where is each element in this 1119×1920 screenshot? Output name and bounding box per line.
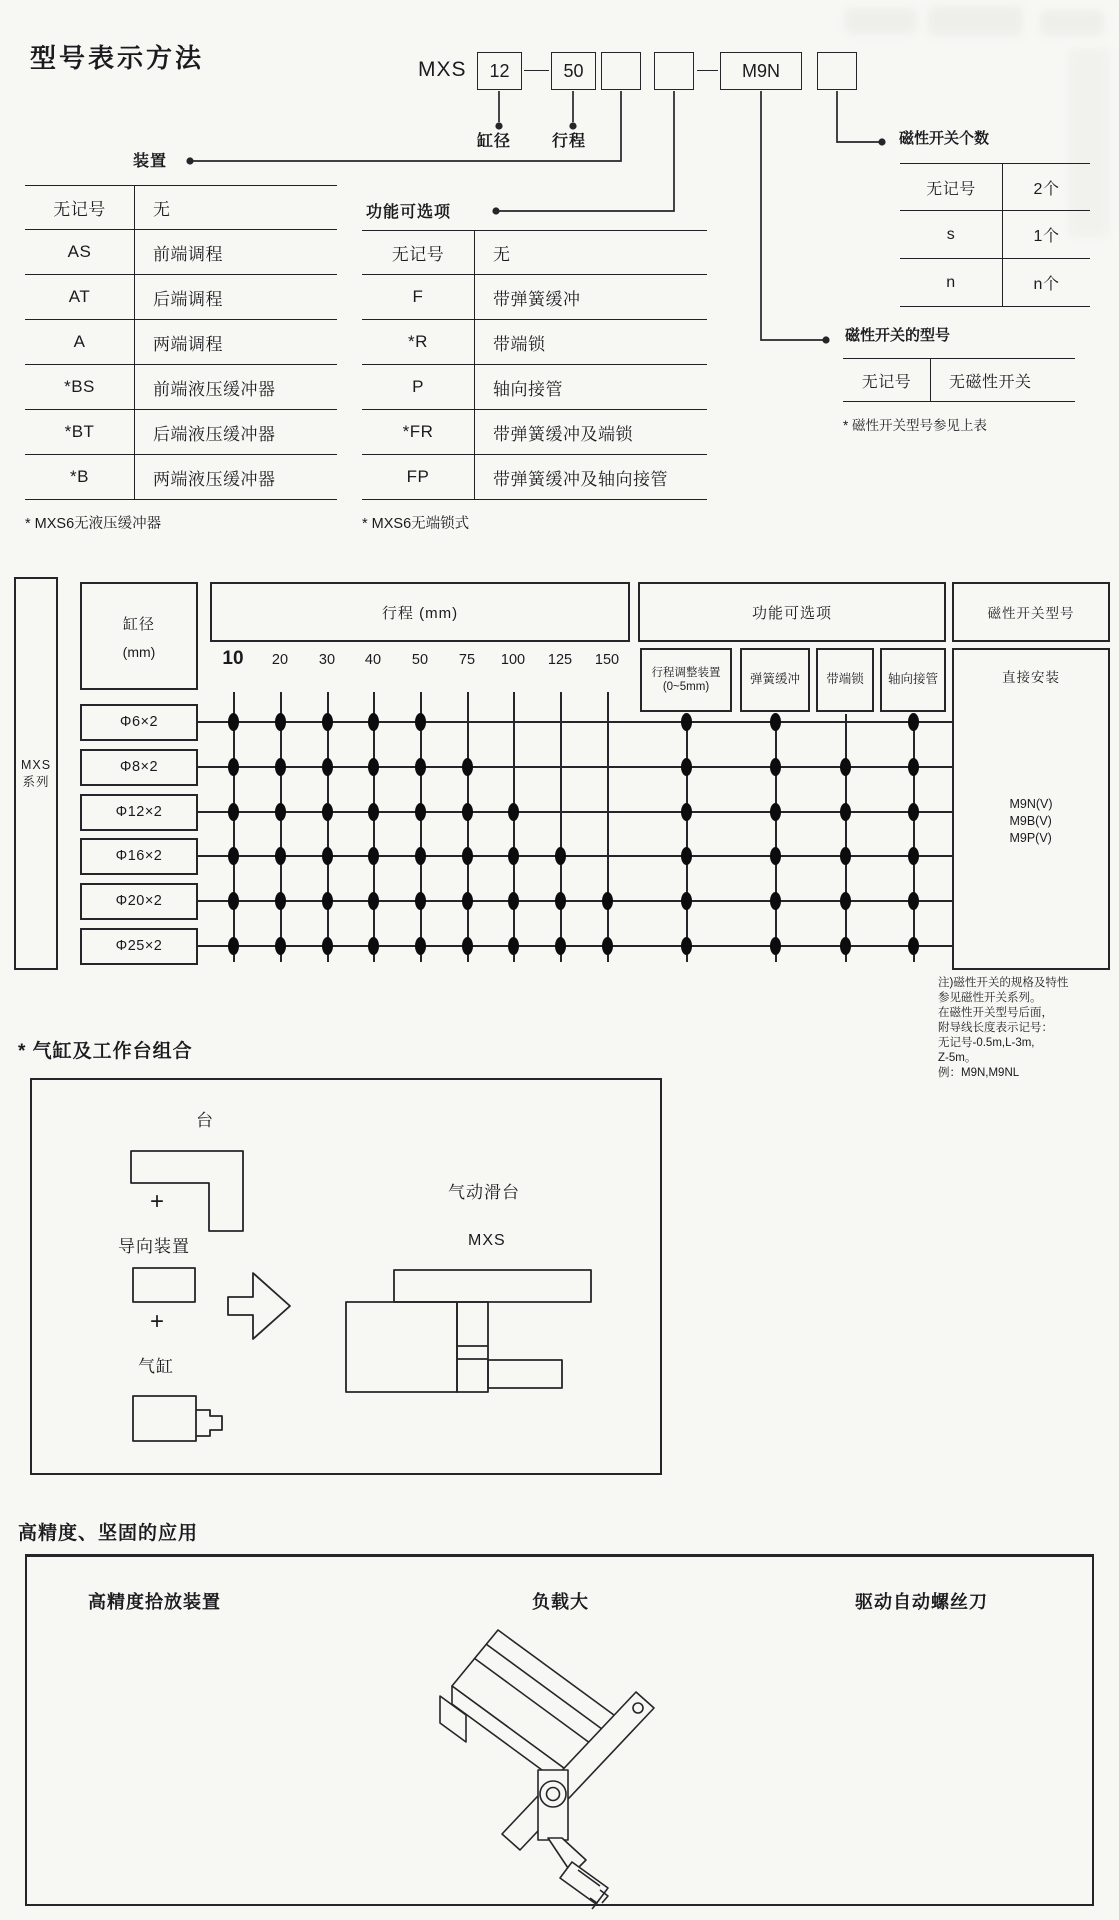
function-table [362,230,707,500]
availability-dot [908,713,919,731]
result-label: 气动滑台 [448,1183,520,1202]
availability-dot [908,937,919,955]
application-item: 驱动自动螺丝刀 [855,1592,988,1612]
function-col-header: 带端锁 [816,648,874,712]
table-code-cell: *BS [25,365,135,409]
switch-model-item: M9P(V) [1009,831,1052,845]
availability-dot [415,847,426,865]
availability-dot [840,892,851,910]
matrix-column-line [513,692,515,962]
table-code-cell: *R [362,320,475,364]
table-code-cell: P [362,365,475,409]
matrix-row-line [198,855,952,857]
table-row [362,275,707,320]
cylinder-shape [133,1396,196,1441]
table-code-cell: n [900,259,1003,306]
device-table-label: 装置 [133,153,168,170]
table-row [362,365,707,410]
table-row [362,455,707,500]
availability-dot [908,758,919,776]
availability-dot [770,758,781,776]
switch-model-list [1009,796,1052,847]
plus-sign: + [150,1188,165,1215]
table-row [362,410,707,455]
availability-dot [462,847,473,865]
table-row [900,211,1090,259]
availability-dot [228,713,239,731]
matrix-column-line [280,692,282,962]
matrix-column-line [373,692,375,962]
arrow-icon [220,1265,300,1355]
availability-dot [368,892,379,910]
table-desc-cell: 1个 [1033,228,1060,245]
availability-dot [555,847,566,865]
availability-dot [462,937,473,955]
availability-dot [462,892,473,910]
matrix-column-line [327,692,329,962]
cylinder-part-label: 气缸 [138,1357,174,1376]
table-row [843,358,1075,402]
bore-size-box: Φ6×2 [80,704,198,741]
matrix-note-line: Z-5m。 [938,1052,977,1064]
matrix-note-line: 附导线长度表示记号： [938,1022,1053,1034]
matrix-column-line [686,714,688,962]
table-row [25,185,337,230]
table-desc-cell: 无 [153,200,171,219]
table-code-cell: AT [25,275,135,319]
availability-dot [322,758,333,776]
combination-title: * 气缸及工作台组合 [18,1041,193,1062]
availability-dot [681,803,692,821]
stroke-value: 30 [318,652,336,668]
availability-dot [368,937,379,955]
availability-dot [555,892,566,910]
table-row [25,230,337,275]
table-code-cell: 无记号 [25,186,135,229]
matrix-column-line [913,714,915,962]
series-name: MXS [20,757,52,772]
stroke-value: 40 [364,652,382,668]
availability-dot [228,758,239,776]
table-row [362,320,707,365]
table-row [25,320,337,365]
stroke-value: 150 [594,652,620,668]
availability-dot [602,937,613,955]
table-code-cell: 无记号 [843,359,931,401]
guide-shape [133,1268,195,1302]
table-desc-cell: 带弹簧缓冲及轴向接管 [493,469,668,489]
device-table [25,185,337,500]
function-header-cell [638,582,946,642]
availability-dot [322,713,333,731]
availability-dot [681,937,692,955]
availability-dot [508,803,519,821]
table-row [900,259,1090,307]
availability-dot [368,847,379,865]
series-cell [14,577,58,970]
table-desc-cell: 后端液压缓冲器 [153,424,276,444]
table-desc-cell: 带弹簧缓冲及端锁 [493,424,633,444]
model-code-box: M9N [720,52,802,90]
availability-dot [770,937,781,955]
table-code-cell: *BT [25,410,135,454]
stroke-value: 75 [458,652,476,668]
bore-size-box: Φ25×2 [80,928,198,965]
application-isometric-sketch [400,1622,750,1902]
availability-dot [681,892,692,910]
matrix-column-line [775,714,777,962]
availability-dot [415,937,426,955]
matrix-note-line: 在磁性开关型号后面， [938,1007,1053,1019]
availability-dot [770,803,781,821]
availability-dot [840,803,851,821]
stroke-header-cell [210,582,630,642]
matrix-column-line [845,714,847,962]
table-desc-cell: n个 [1033,276,1060,293]
table-row [362,230,707,275]
availability-dot [322,803,333,821]
availability-dot [681,758,692,776]
availability-dot [908,847,919,865]
matrix-note-line: 无记号-0.5m,L-3m, [938,1037,1035,1049]
bore-header: 缸径 [122,615,155,633]
stroke-value: 10 [222,648,244,669]
availability-dot [415,713,426,731]
stroke-label: 行程 [552,133,587,150]
availability-dot [275,892,286,910]
table-desc-cell: 无磁性开关 [949,373,1032,391]
bore-header-unit: (mm) [122,643,156,660]
availability-dot [508,847,519,865]
table-desc-cell: 前端液压缓冲器 [153,379,276,399]
cylinder-port [196,1410,222,1436]
result-model: MXS [468,1232,506,1249]
table-desc-cell: 后端调程 [153,289,223,309]
availability-dot [228,847,239,865]
availability-dot [322,937,333,955]
switch-count-table [900,163,1090,307]
table-code-cell: 无记号 [900,164,1003,210]
table-desc-cell: 轴向接管 [493,379,563,399]
bore-size-box: Φ12×2 [80,794,198,831]
bore-header-cell [80,582,198,690]
availability-dot [275,803,286,821]
availability-dot [908,892,919,910]
availability-dot [908,803,919,821]
bore-size-box: Φ16×2 [80,838,198,875]
availability-dot [415,892,426,910]
switch-model-table [843,358,1075,402]
table-row [25,365,337,410]
availability-dot [322,847,333,865]
switch-model-item: M9B(V) [1009,814,1052,828]
availability-dot [770,713,781,731]
stroke-value: 100 [500,652,526,668]
availability-dot [462,758,473,776]
switch-model-footnote: * 磁性开关型号参见上表 [843,418,988,433]
availability-dot [681,713,692,731]
application-item: 负载大 [532,1592,589,1612]
table-row [900,163,1090,211]
matrix-row-line [198,766,952,768]
availability-dot [840,758,851,776]
device-table-footnote: * MXS6无液压缓冲器 [25,516,162,532]
stroke-value: 50 [411,652,429,668]
table-code-cell: s [900,211,1003,258]
availability-dot [508,892,519,910]
page-title: 型号表示方法 [30,43,205,73]
guide-part-label: 导向装置 [118,1237,190,1256]
application-item: 高精度拾放装置 [88,1592,221,1612]
table-code-cell: A [25,320,135,364]
function-table-footnote: * MXS6无端锁式 [362,516,470,532]
matrix-note-line: 参见磁性开关系列。 [938,992,1042,1004]
table-shape [131,1151,243,1231]
matrix-note-line: 例：M9N,M9NL [938,1067,1020,1079]
availability-dot [368,758,379,776]
switch-header-cell [952,582,1110,642]
availability-dot [840,847,851,865]
availability-dot [462,803,473,821]
table-desc-cell: 前端调程 [153,244,223,264]
availability-dot [770,892,781,910]
table-row [25,410,337,455]
availability-dot [368,803,379,821]
function-col-header: 行程调整装置 (0~5mm) [640,648,732,712]
matrix-column-line [467,692,469,962]
stroke-header: 行程 (mm) [381,604,459,622]
availability-dot [275,847,286,865]
matrix-row-line [198,945,952,947]
availability-dot [770,847,781,865]
matrix-column-line [233,692,235,962]
mount-label: 直接安装 [1002,670,1060,685]
matrix-note [938,976,1068,1081]
table-desc-cell: 带端锁 [493,334,546,354]
availability-dot [681,847,692,865]
table-code-cell: FP [362,455,475,499]
matrix-row-line [198,811,952,813]
availability-dot [840,937,851,955]
model-code-box: 50 [551,52,596,90]
bore-size-box: Φ8×2 [80,749,198,786]
function-col-header: 轴向接管 [880,648,946,712]
matrix-column-line [420,692,422,962]
slide-table-sketch [330,1260,610,1400]
table-code-cell: F [362,275,475,319]
table-row [25,455,337,500]
matrix-note-line: 注)磁性开关的规格及特性 [938,977,1069,989]
availability-dot [415,803,426,821]
matrix-column-line [607,692,609,962]
availability-dot [275,758,286,776]
table-row [25,275,337,320]
switch-model-label: 磁性开关的型号 [845,327,951,344]
table-desc-cell: 两端液压缓冲器 [153,469,276,489]
function-header: 功能可选项 [751,604,832,622]
table-desc-cell: 带弹簧缓冲 [493,289,581,309]
switch-count-label: 磁性开关个数 [899,130,990,147]
table-code-cell: *B [25,455,135,499]
switch-model-item: M9N(V) [1009,797,1053,811]
availability-dot [275,937,286,955]
applications-title: 高精度、坚固的应用 [18,1523,199,1544]
model-prefix: MXS [418,58,467,81]
availability-dot [228,937,239,955]
availability-dot [275,713,286,731]
table-desc-cell: 无 [493,245,511,264]
function-table-label: 功能可选项 [366,204,452,221]
plus-sign: + [150,1308,165,1335]
stroke-value: 20 [271,652,289,668]
availability-dot [322,892,333,910]
availability-dot [228,892,239,910]
function-col-header: 弹簧缓冲 [740,648,810,712]
stroke-value: 125 [547,652,573,668]
model-code-box: 12 [477,52,522,90]
series-suffix: 系列 [22,774,50,789]
availability-dot [508,937,519,955]
matrix-column-line [560,692,562,962]
availability-dot [228,803,239,821]
table-code-cell: AS [25,230,135,274]
bore-label: 缸径 [477,133,512,150]
availability-dot [555,937,566,955]
matrix-row-line [198,721,952,723]
bore-size-box: Φ20×2 [80,883,198,920]
availability-dot [415,758,426,776]
availability-dot [368,713,379,731]
mount-cell [952,648,1110,970]
availability-dot [602,892,613,910]
table-code-cell: 无记号 [362,231,475,274]
matrix-row-line [198,900,952,902]
table-code-cell: *FR [362,410,475,454]
table-desc-cell: 2个 [1033,180,1060,198]
switch-header: 磁性开关型号 [987,606,1075,621]
table-desc-cell: 两端调程 [153,334,223,354]
table-part-label: 台 [196,1111,214,1130]
